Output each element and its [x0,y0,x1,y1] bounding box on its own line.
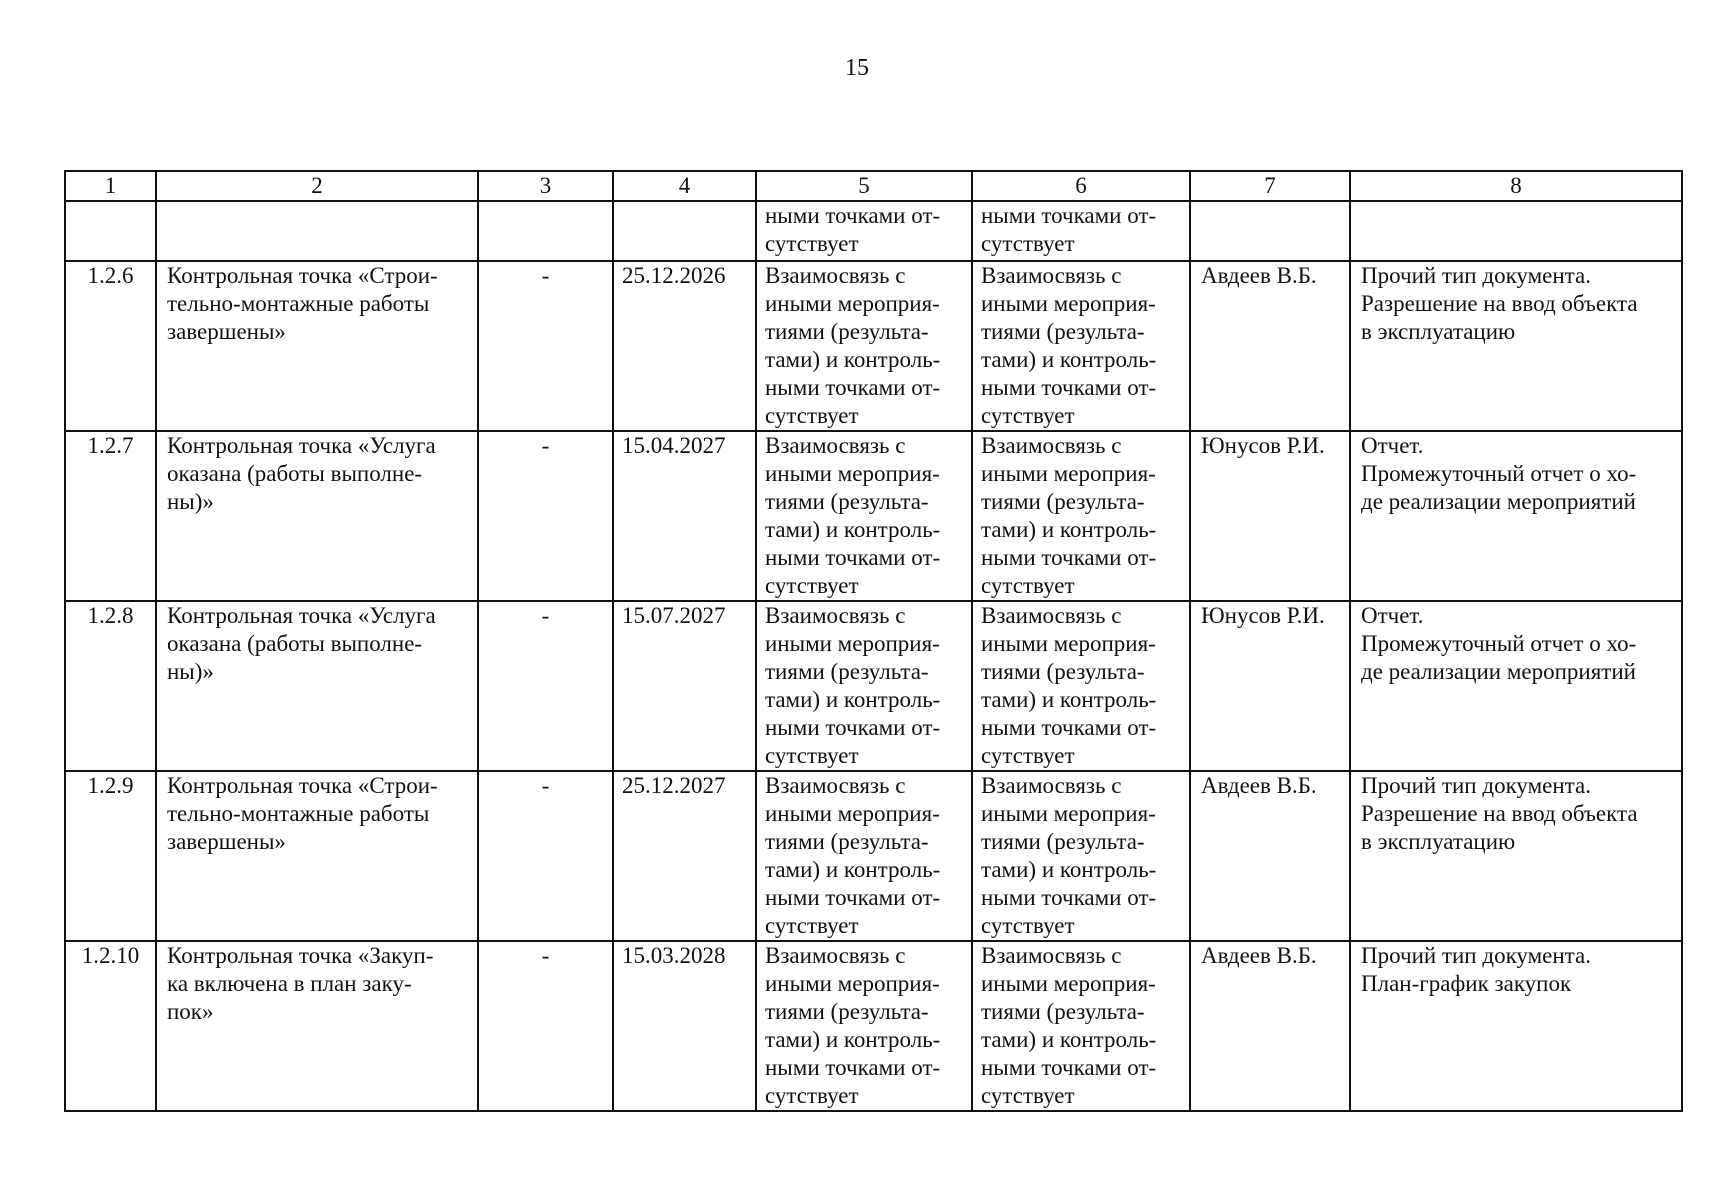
text-line: сутствует [981,231,1075,256]
text-line: завершены» [167,829,286,854]
text-line: иными мероприя- [981,291,1156,316]
text-line: ными точками от- [765,375,941,400]
text-line: ка включена в план заку- [167,971,412,996]
text-line: Контрольная точка «Закуп- [167,943,434,968]
cell-relation-2 [972,261,1190,431]
cell-relation [756,771,972,941]
text-line: сутствует [981,403,1075,428]
cell-responsible [1190,431,1350,601]
cell-relation-2 [972,431,1190,601]
text-line: 25.12.2027 [622,773,726,798]
text-line: План-график закупок [1361,971,1572,996]
text-line: 1.2.10 [81,943,140,968]
text-line: тиями (результа- [765,829,929,854]
text-line: иными мероприя- [765,631,940,656]
text-line: тиями (результа- [981,659,1145,684]
cell-date [613,201,756,261]
text-line: Взаимосвязь с [765,433,906,458]
cell-responsible [1190,201,1350,261]
text-line: Промежуточный отчет о хо- [1361,461,1637,486]
text-line: ными точками от- [981,715,1157,740]
table-row [65,601,1682,771]
text-line: тельно-монтажные работы [167,801,430,826]
cell-date [613,431,756,601]
text-line: тиями (результа- [765,999,929,1024]
text-line: сутствует [981,743,1075,768]
text-line: Взаимосвязь с [981,603,1122,628]
text-line: - [541,603,550,628]
text-line: 25.12.2026 [622,263,726,288]
text-line: Контрольная точка «Услуга [167,433,436,458]
text-line: иными мероприя- [765,801,940,826]
cell-relation [756,201,972,261]
text-line: Отчет. [1361,603,1424,628]
header-cell: 3 [478,171,613,201]
text-line: тельно-монтажные работы [167,291,430,316]
text-line: Авдеев В.Б. [1201,773,1317,798]
cell-number [65,771,156,941]
text-line: иными мероприя- [765,291,940,316]
cell-name [156,261,478,431]
table-row [65,261,1682,431]
text-line: Прочий тип документа. [1361,943,1591,968]
header-cell: 2 [156,171,478,201]
text-line: тами) и контроль- [765,517,941,542]
text-line: 15.07.2027 [622,603,726,628]
text-line: иными мероприя- [981,971,1156,996]
text-line: Авдеев В.Б. [1201,943,1317,968]
cell-date [613,261,756,431]
header-cell: 5 [756,171,972,201]
text-line: Контрольная точка «Строи- [167,773,438,798]
text-line: Взаимосвязь с [981,943,1122,968]
cell-document [1350,201,1682,261]
text-line: ными точками от- [981,545,1157,570]
text-line: Взаимосвязь с [765,773,906,798]
table-row [65,771,1682,941]
header-cell: 6 [972,171,1190,201]
cell-name [156,201,478,261]
header-row [65,171,1682,201]
text-line: 1.2.8 [87,603,134,628]
text-line: Прочий тип документа. [1361,263,1591,288]
cell-number [65,601,156,771]
continuation-row [65,201,1682,261]
text-line: сутствует [765,403,859,428]
cell-relation [756,601,972,771]
cell-relation-2 [972,201,1190,261]
text-line: тами) и контроль- [765,1027,941,1052]
text-line: 15.04.2027 [622,433,726,458]
text-line: ными точками от- [981,375,1157,400]
cell-col3 [478,201,613,261]
text-line: сутствует [765,231,859,256]
text-line: тиями (результа- [765,659,929,684]
cell-col3 [478,941,613,1111]
text-line: иными мероприя- [765,971,940,996]
text-line: Контрольная точка «Услуга [167,603,436,628]
text-line: Прочий тип документа. [1361,773,1591,798]
text-line: сутствует [765,1083,859,1108]
text-line: сутствует [981,573,1075,598]
text-line: Взаимосвязь с [981,773,1122,798]
text-line: в эксплуатацию [1361,829,1516,854]
cell-col3 [478,431,613,601]
text-line: Авдеев В.Б. [1201,263,1317,288]
cell-number [65,261,156,431]
cell-document [1350,771,1682,941]
header-cell: 1 [65,171,156,201]
text-line: тиями (результа- [765,489,929,514]
text-line: ными точками от- [765,715,941,740]
text-line: Разрешение на ввод объекта [1361,801,1638,826]
text-line: завершены» [167,319,286,344]
header-cell: 8 [1350,171,1682,201]
text-line: Юнусов Р.И. [1201,603,1325,628]
text-line: - [541,263,550,288]
text-line: тами) и контроль- [981,687,1157,712]
table-row [65,431,1682,601]
text-line: тами) и контроль- [981,857,1157,882]
cell-relation-2 [972,771,1190,941]
text-line: Взаимосвязь с [981,263,1122,288]
text-line: пок» [167,999,214,1024]
text-line: сутствует [765,573,859,598]
text-line: тами) и контроль- [981,1027,1157,1052]
text-line: 15.03.2028 [622,943,726,968]
cell-document [1350,261,1682,431]
text-line: 1.2.9 [87,773,134,798]
text-line: ными точками от- [765,203,941,228]
page-number: 15 [845,55,869,81]
cell-col3 [478,261,613,431]
text-line: оказана (работы выполне- [167,461,423,486]
cell-name [156,771,478,941]
text-line: тиями (результа- [765,319,929,344]
cell-relation [756,431,972,601]
text-line: тиями (результа- [981,489,1145,514]
text-line: сутствует [765,743,859,768]
text-line: Взаимосвязь с [981,433,1122,458]
table-row [65,941,1682,1111]
cell-number [65,941,156,1111]
cell-name [156,941,478,1111]
text-line: иными мероприя- [765,461,940,486]
text-line: тами) и контроль- [981,517,1157,542]
text-line: тиями (результа- [981,829,1145,854]
cell-document [1350,431,1682,601]
text-line: Отчет. [1361,433,1424,458]
text-line: Промежуточный отчет о хо- [1361,631,1637,656]
text-line: тами) и контроль- [981,347,1157,372]
cell-date [613,601,756,771]
text-line: Взаимосвязь с [765,943,906,968]
cell-relation-2 [972,941,1190,1111]
text-line: ными точками от- [765,1055,941,1080]
text-line: 1.2.7 [87,433,134,458]
text-line: ными точками от- [981,885,1157,910]
text-line: - [541,773,550,798]
text-line: Разрешение на ввод объекта [1361,291,1638,316]
text-line: Взаимосвязь с [765,263,906,288]
text-line: - [541,433,550,458]
cell-date [613,941,756,1111]
cell-responsible [1190,941,1350,1111]
text-line: тиями (результа- [981,319,1145,344]
text-line: тами) и контроль- [765,347,941,372]
text-line: ными точками от- [981,1055,1157,1080]
text-line: тами) и контроль- [765,687,941,712]
cell-responsible [1190,771,1350,941]
text-line: де реализации мероприятий [1361,489,1636,514]
text-line: оказана (работы выполне- [167,631,423,656]
cell-date [613,771,756,941]
cell-relation [756,261,972,431]
cell-name [156,431,478,601]
text-line: в эксплуатацию [1361,319,1516,344]
text-line: тами) и контроль- [765,857,941,882]
text-line: сутствует [981,913,1075,938]
text-line: ными точками от- [765,545,941,570]
text-line: Контрольная точка «Строи- [167,263,438,288]
text-line: иными мероприя- [981,461,1156,486]
cell-number [65,431,156,601]
text-line: иными мероприя- [981,801,1156,826]
cell-relation [756,941,972,1111]
milestones-table [64,170,1683,1112]
text-line: де реализации мероприятий [1361,659,1636,684]
text-line: Юнусов Р.И. [1201,433,1325,458]
cell-col3 [478,771,613,941]
text-line: - [541,943,550,968]
cell-relation-2 [972,601,1190,771]
text-line: Взаимосвязь с [765,603,906,628]
text-line: ными точками от- [981,203,1157,228]
text-line: ны)» [167,489,214,514]
header-cell: 7 [1190,171,1350,201]
cell-document [1350,601,1682,771]
header-cell: 4 [613,171,756,201]
text-line: иными мероприя- [981,631,1156,656]
cell-number [65,201,156,261]
cell-col3 [478,601,613,771]
cell-responsible [1190,261,1350,431]
text-line: тиями (результа- [981,999,1145,1024]
text-line: сутствует [981,1083,1075,1108]
text-line: ными точками от- [765,885,941,910]
cell-document [1350,941,1682,1111]
text-line: ны)» [167,659,214,684]
cell-name [156,601,478,771]
text-line: сутствует [765,913,859,938]
text-line: 1.2.6 [87,263,134,288]
cell-responsible [1190,601,1350,771]
